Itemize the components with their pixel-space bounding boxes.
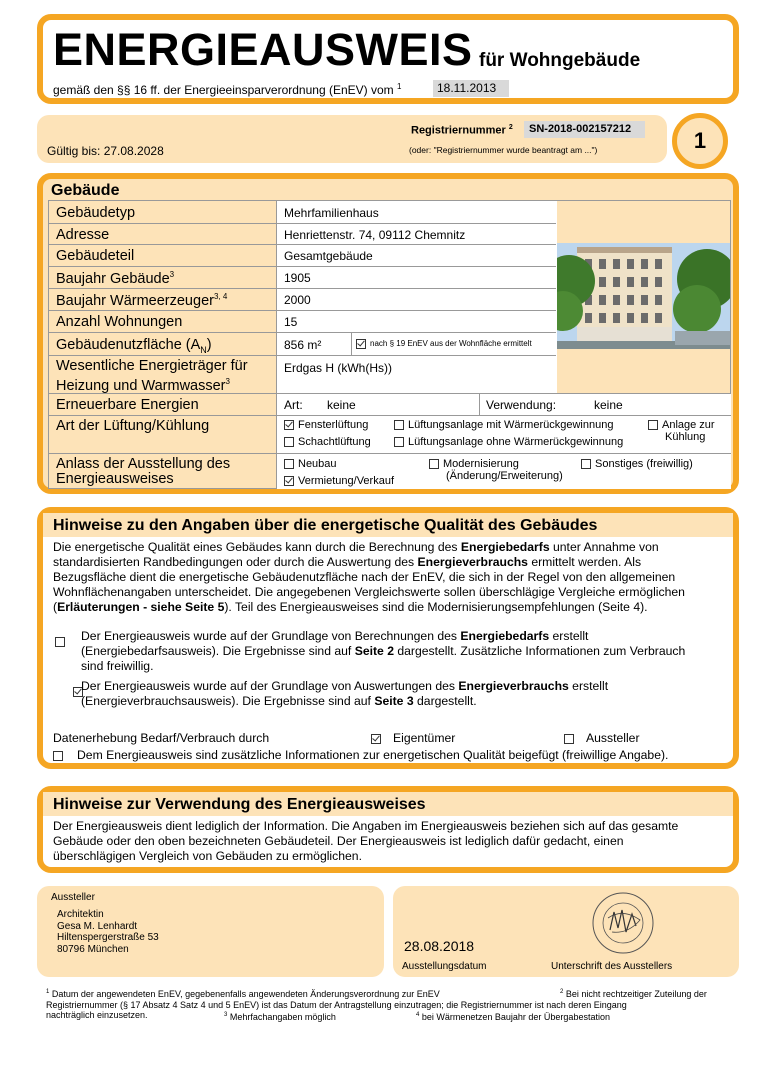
building-heading: Gebäude (51, 182, 120, 199)
registration-number: SN-2018-002157212 (524, 121, 645, 138)
extra-info (53, 748, 668, 762)
issue-date-label: Ausstellungsdatum (402, 961, 487, 972)
t: Der Energieausweis wurde auf der Grundlage von Auswertungen des (81, 679, 459, 693)
value-energy-carrier: Erdgas H (kWh(Hs)) (284, 361, 393, 375)
consumption-certificate-text (81, 679, 731, 709)
collection-issuer-label: Aussteller (586, 731, 640, 745)
vent-with-recovery-checkbox[interactable] (394, 420, 404, 430)
registration-label-text: Registriernummer (411, 124, 506, 137)
label-floor-area-sub: N (200, 344, 207, 355)
t (81, 679, 731, 694)
label-heater-year-text: Baujahr Wärmeerzeuger (56, 292, 214, 309)
valid-until: Gültig bis: 27.08.2028 (47, 144, 164, 158)
divider (49, 415, 730, 416)
label-energy-carrier-line2-text: Heizung und Warmwasser (56, 377, 226, 394)
document-subtitle: für Wohngebäude (479, 50, 641, 71)
divider (49, 288, 556, 289)
t: erstellt (549, 629, 589, 643)
usage-line1: Der Energieausweis dient lediglich der Information. Die Angaben im Energieausweis beziehen sich auf das gesamte (53, 819, 679, 833)
law-footnote-ref: 1 (396, 82, 402, 91)
occasion-new-checkbox[interactable] (284, 459, 294, 469)
vent-shaft (284, 436, 371, 448)
t: Die energetische Qualität eines Gebäudes kann durch die Berechnung des (53, 540, 461, 554)
occasion-new (284, 458, 337, 470)
label-occasion-line2: Energieausweises (56, 471, 174, 487)
occasion-rental (284, 475, 394, 487)
registration-label (411, 124, 513, 137)
occasion-modernisation-label-2: (Änderung/Erweiterung) (446, 470, 563, 482)
law-reference (53, 82, 401, 97)
footnote-4-wrap (416, 1010, 610, 1023)
t (81, 644, 731, 659)
t: ( (53, 600, 58, 614)
occasion-rental-label: Vermietung/Verkauf (298, 475, 395, 487)
t: ermittelt werden. Als (527, 555, 642, 569)
issuer-address (57, 909, 159, 955)
signature-box (393, 886, 739, 977)
t: Seite 3 (374, 694, 414, 708)
label-occasion (56, 457, 230, 487)
footnote-3: Mehrfachangaben möglich (229, 1012, 336, 1022)
t: (Energiebedarfsausweis). Die Ergebnisse sind auf (81, 644, 355, 658)
footnote-line3-text: nachträglich einzusetzen. (46, 1010, 148, 1020)
footnote-ref: 3 (169, 270, 175, 279)
vent-without-recovery (394, 436, 623, 448)
extra-info-checkbox[interactable] (53, 751, 63, 761)
label-renewables: Erneuerbare Energien (56, 397, 199, 413)
vent-window-label: Fensterlüftung (298, 419, 369, 431)
label-energy-carrier (56, 358, 248, 394)
label-construction-year-text: Baujahr Gebäude (56, 270, 170, 287)
t (81, 629, 731, 644)
footnote-2: Bei nicht rechtzeitiger Zuteilung der (565, 989, 707, 999)
usage-heading: Hinweise zur Verwendung des Energieausweises (53, 796, 426, 813)
building-section (37, 173, 739, 494)
divider (49, 355, 556, 356)
t: Energiebedarfs (460, 629, 550, 643)
law-date-field: 18.11.2013 (433, 80, 509, 97)
building-photo-drawing (557, 201, 730, 393)
usage-section (37, 786, 739, 873)
issuer-label: Aussteller (51, 892, 95, 903)
issuer-line: Hiltenspergerstraße 53 (57, 932, 159, 943)
header-box (37, 14, 739, 104)
document-title: ENERGIEAUSWEIS (53, 24, 473, 75)
divider (49, 453, 730, 454)
t: Energiebedarfs (460, 540, 550, 554)
renewables-use-value: keine (594, 398, 623, 412)
floor-area-note (356, 339, 532, 349)
footnote-ref: 3 (225, 377, 230, 386)
registration-note: (oder: "Registriernummer wurde beantragt am ...") (409, 145, 598, 155)
building-photo (557, 201, 730, 393)
t: Energieverbrauchs (458, 679, 569, 693)
law-text: gemäß den §§ 16 ff. der Energieeinsparverordnung (EnEV) vom (53, 83, 394, 97)
label-apartments: Anzahl Wohnungen (56, 314, 183, 330)
label-building-part: Gebäudeteil (56, 248, 135, 264)
value-floor-area: 856 m² (284, 338, 322, 352)
value-heater-year: 2000 (284, 293, 311, 307)
signature-label: Unterschrift des Ausstellers (551, 961, 673, 972)
floor-area-divider (351, 333, 352, 355)
label-ventilation: Art der Lüftung/Kühlung (56, 418, 210, 434)
label-occasion-line1: Anlass der Ausstellung des (56, 456, 231, 472)
footnote-num: 4 (416, 1012, 420, 1018)
label-heater-year (56, 292, 227, 309)
occasion-new-label: Neubau (298, 458, 337, 470)
vent-with-recovery (394, 419, 613, 431)
issuer-box (37, 886, 384, 977)
registration-footnote-ref: 2 (508, 124, 513, 131)
issuer-line: Gesa M. Lenhardt (57, 920, 138, 932)
t: Seite 2 (354, 644, 394, 658)
divider (49, 332, 556, 333)
divider (49, 310, 556, 311)
quality-section (37, 507, 739, 769)
footnote-2-wrap (560, 987, 707, 1000)
footnotes (46, 987, 736, 1021)
floor-area-note-text: nach § 19 EnEV aus der Wohnfläche ermittelt (370, 339, 532, 349)
quality-body (53, 540, 733, 615)
page-number: 1 (693, 128, 707, 153)
value-building-part: Gesamtgebäude (284, 249, 373, 263)
t: Energieverbrauchs (417, 555, 528, 569)
value-address: Henriettenstr. 74, 09112 Chemnitz (284, 228, 466, 242)
renewables-use-label: Verwendung: (486, 398, 557, 412)
footnote-ref: 3, 4 (213, 292, 228, 301)
occasion-modernisation-checkbox[interactable] (429, 459, 439, 469)
label-floor-area (56, 337, 212, 355)
architect-stamp (588, 890, 658, 956)
floor-area-checkbox[interactable] (356, 339, 366, 349)
collection-issuer-checkbox[interactable] (564, 734, 574, 744)
footnote-line1 (46, 987, 736, 1000)
vent-cooling (648, 419, 715, 443)
t: Erläuterungen - siehe Seite 5 (57, 600, 225, 614)
label-floor-area-text: Gebäudenutzfläche (A (56, 337, 201, 353)
vent-without-recovery-checkbox[interactable] (394, 437, 404, 447)
footnote-num: 3 (224, 1012, 228, 1018)
collection-owner-checkbox[interactable] (371, 734, 381, 744)
occasion-other-checkbox[interactable] (581, 459, 591, 469)
issue-date: 28.08.2018 (404, 938, 475, 954)
t: unter Annahme von (549, 540, 659, 554)
occasion-other-label: Sonstiges (freiwillig) (595, 458, 693, 470)
quality-p5 (53, 600, 733, 615)
t: sind freiwillig. (81, 659, 154, 673)
vent-cooling-label-1: Anlage zur (662, 419, 715, 431)
label-building-type: Gebäudetyp (56, 205, 136, 221)
quality-p4: Wohnflächenangaben unterscheidet. Die angegebenen Vergleichswerte sollen überschlägige Vergleiche ermöglichen (53, 585, 685, 599)
vent-shaft-label: Schachtlüftung (298, 436, 371, 448)
quality-p2 (53, 555, 733, 570)
usage-line3: überschlägigen Vergleich von Gebäuden zu ermöglichen. (53, 849, 362, 863)
footnote-num: 1 (46, 989, 50, 995)
collection-issuer (564, 731, 640, 745)
quality-p1 (53, 540, 733, 555)
divider (49, 266, 556, 267)
t: standardisierten Randbedingungen oder durch die Auswertung des (53, 555, 418, 569)
footnote-4: bei Wärmenetzen Baujahr der Übergabestation (421, 1012, 610, 1022)
footnote-line2: Registriernummer (§ 17 Absatz 4 Satz 4 und 5 EnEV) ist das Datum der Antragstellung einzutragen; die Registriernummer ist nach deren Eingang (46, 999, 627, 1010)
vent-without-recovery-label: Lüftungsanlage ohne Wärmerückgewinnung (408, 436, 624, 448)
vent-window (284, 419, 368, 431)
footnote-1: Datum der angewendeten EnEV, gegebenenfalls angewendeten Änderungsverordnung zur EnEV (51, 989, 440, 999)
quality-heading: Hinweise zu den Angaben über die energetische Qualität des Gebäudes (53, 517, 598, 534)
label-energy-carrier-line1: Wesentliche Energieträger für (56, 358, 248, 374)
occasion-other (581, 458, 693, 470)
divider (49, 244, 556, 245)
label-construction-year (56, 270, 174, 287)
divider (49, 223, 556, 224)
demand-certificate-checkbox[interactable] (55, 637, 65, 647)
building-table (48, 200, 731, 489)
value-apartments: 15 (284, 315, 298, 329)
vent-shaft-checkbox[interactable] (284, 437, 294, 447)
data-collection-label: Datenerhebung Bedarf/Verbrauch durch (53, 731, 270, 745)
t: ). Teil des Energieausweises sind die Modernisierungsempfehlungen (Seite 4). (224, 600, 648, 614)
footnote-line3 (46, 1010, 736, 1021)
occasion-modernisation-label-1: Modernisierung (443, 458, 519, 470)
extra-info-label: Dem Energieausweis sind zusätzliche Informationen zur energetischen Qualität beigefügt (freiwillige Angabe). (77, 748, 669, 762)
vent-with-recovery-label: Lüftungsanlage mit Wärmerückgewinnung (408, 419, 614, 431)
vent-cooling-label-2: Kühlung (665, 431, 706, 443)
issuer-line: Architektin (57, 909, 104, 920)
renewables-art-label: Art: (284, 398, 303, 412)
validity-bar (37, 115, 667, 163)
collection-owner-label: Eigentümer (393, 731, 456, 745)
usage-line2: Gebäude oder den oben bezeichneten Gebäudeteil. Der Energieausweis ist lediglich dafür gedacht, einen (53, 834, 624, 848)
t: dargestellt. (413, 694, 477, 708)
t: erstellt (568, 679, 609, 693)
demand-certificate-text (81, 629, 731, 674)
usage-body (53, 819, 733, 864)
page-number-badge (672, 113, 728, 169)
issuer-line: 80796 München (57, 943, 129, 955)
value-construction-year: 1905 (284, 271, 311, 285)
vent-cooling-checkbox[interactable] (648, 420, 658, 430)
quality-p3: Bezugsfläche dient die energetische Gebäudenutzfläche nach der EnEV, die sich in der Regel von den allgemeinen (53, 570, 676, 584)
t: (Energieverbrauchsausweis). Die Ergebnisse sind auf (81, 694, 375, 708)
occasion-modernisation (429, 458, 563, 482)
t (81, 694, 731, 709)
vent-window-checkbox[interactable] (284, 420, 294, 430)
renewables-art-value: keine (327, 398, 356, 412)
footnote-num: 2 (560, 989, 564, 995)
occasion-rental-checkbox[interactable] (284, 476, 294, 486)
label-address: Adresse (56, 227, 110, 243)
footnote-3-wrap (224, 1010, 336, 1023)
t: dargestellt. Zusätzliche Informationen zum Verbrauch (393, 644, 686, 658)
value-building-type: Mehrfamilienhaus (284, 206, 379, 220)
label-floor-area-end: ) (206, 337, 212, 353)
renewables-divider (479, 394, 480, 415)
t: Der Energieausweis wurde auf der Grundlage von Berechnungen des (81, 629, 461, 643)
collection-owner (371, 731, 455, 745)
label-energy-carrier-line2 (56, 374, 248, 394)
